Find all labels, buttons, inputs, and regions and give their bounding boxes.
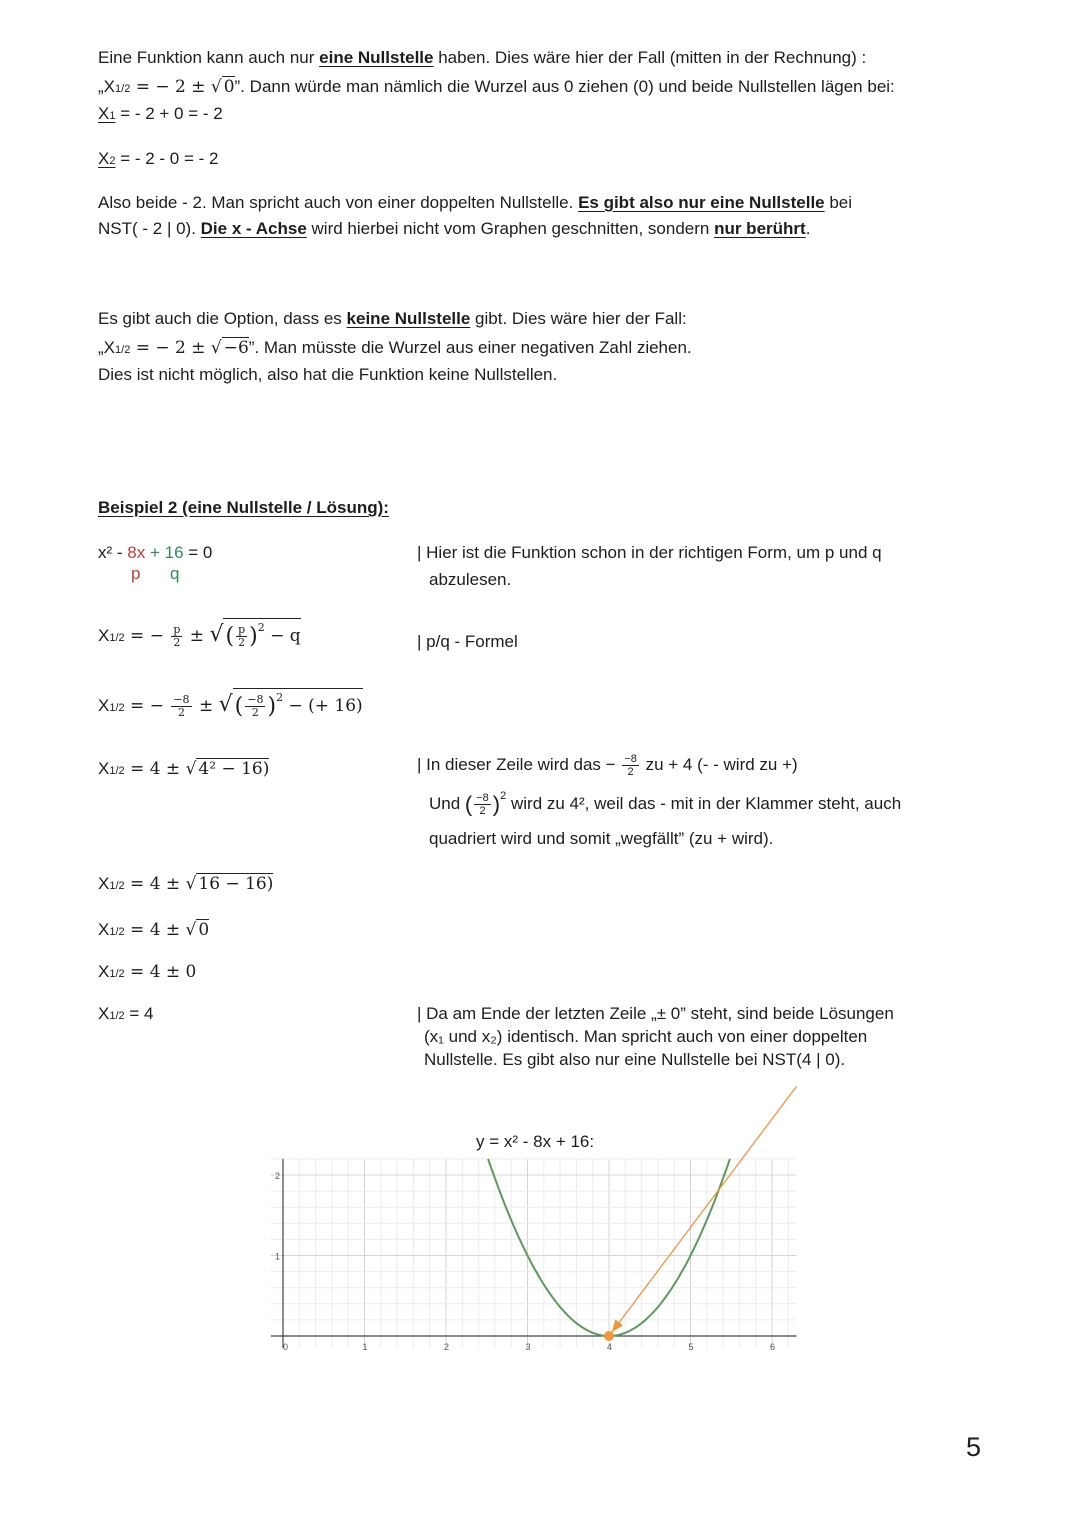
p-label: p [131, 564, 141, 583]
p1-line1-text: Eine Funktion kann auch nur [98, 48, 320, 67]
inner-num: p [238, 623, 246, 636]
radicand: 0 [198, 920, 210, 940]
p2-line3: Dies ist nicht möglich, also hat die Funktion keine Nullstellen. [98, 365, 558, 384]
eq-sign: = − [124, 696, 170, 716]
eq-sign: = 4 ± [124, 874, 186, 894]
x-tick-label: 2 [444, 1342, 450, 1352]
x1-label: X [98, 104, 110, 123]
note3-inner-num: −8 [476, 792, 489, 805]
note1-line2: abzulesen. [429, 570, 512, 589]
p1-line1-tail: haben. Dies wäre hier der Fall (mitten in der Rechnung) : [433, 48, 867, 67]
var-sub: 1/2 [109, 926, 125, 938]
var-sub: 1/2 [109, 702, 125, 714]
x-tick-label: 1 [362, 1342, 368, 1352]
var-sub: 1/2 [109, 1010, 125, 1022]
p1-line6-end: . [805, 219, 811, 238]
annotation-arrow-line [612, 1086, 796, 1332]
quote-open: „ [98, 338, 104, 357]
p1-line6-mid: wird hierbei nicht vom Graphen geschnitten, sondern [306, 219, 715, 238]
p1-line5-emph: Es gibt also nur eine Nullstelle [578, 193, 825, 212]
var-x: X [103, 338, 116, 357]
note3-text: | In dieser Zeile wird das − [417, 754, 621, 774]
row-16-minus-16: X1/2 = 4 ± √ 16 − 16) [98, 874, 274, 894]
note3-exponent: 2 [500, 790, 507, 802]
var-sub: 1/2 [109, 968, 125, 980]
eq-p-term: 8x [127, 543, 146, 562]
quote-open: „ [98, 77, 104, 96]
frac-num: −8 [173, 693, 190, 707]
x2-label: X [98, 149, 110, 168]
eq-sign: = − [124, 626, 170, 646]
p2-line1-text: Es gibt auch die Option, dass es [98, 309, 347, 328]
annotation-arrowhead [612, 1319, 623, 1332]
var-x: X [98, 874, 110, 893]
exponent: 2 [276, 691, 284, 704]
formula-radicand: 0 [223, 77, 235, 97]
eq-value: = 4 [124, 1004, 154, 1023]
p2-line1-emph: keine Nullstelle [346, 309, 471, 328]
var-sub: 1/2 [109, 765, 125, 777]
x2-sub: 2 [109, 155, 116, 167]
var-x: X [98, 962, 110, 981]
note3-tail: zu + 4 (- - wird zu +) [640, 754, 798, 774]
inner-den: 2 [238, 636, 246, 649]
x1-value: = - 2 + 0 = - 2 [115, 104, 223, 123]
eq-sign: = 4 ± √ [124, 920, 197, 940]
var-sub: 1/2 [115, 344, 131, 356]
row-substituted: X1/2 = − $\frac{-8}{2}$ ± √( $\frac{-8}{2}$ )$^2$ − (+ 16) [98, 688, 363, 719]
formula-eq: = − 2 ± √ [130, 77, 222, 97]
chart-title: y = x² - 8x + 16: [476, 1132, 595, 1151]
formula-radicand: −6 [223, 338, 249, 358]
y-tick-label: 2 [275, 1171, 281, 1181]
p1-line1-emph: eine Nullstelle [319, 48, 434, 67]
note3-line2: Und ( $\frac{-8}{2}$ )$^2$ wird zu 4², weil das - mit in der Klammer steht, auch [429, 790, 902, 818]
note4-line2: (x₁ und x₂) identisch. Man spricht auch von einer doppelten [424, 1027, 868, 1046]
x-tick-label: 6 [770, 1342, 776, 1352]
var-x: X [103, 77, 116, 96]
note3-inner-den: 2 [479, 805, 486, 818]
x-tick-label: 0 [283, 1342, 289, 1352]
eq-zero: = 0 [183, 543, 213, 562]
var-sub: 1/2 [109, 632, 125, 644]
var-sub: 1/2 [115, 83, 131, 95]
p1-line5-text: Also beide - 2. Man spricht auch von einer doppelten Nullstelle. [98, 193, 579, 212]
note4-line1: | Da am Ende der letzten Zeile „± 0” steht, sind beide Lösungen [417, 1004, 894, 1023]
p1-line6-emph1: Die x - Achse [200, 219, 307, 238]
note3-frac-num: −8 [624, 753, 637, 765]
eq-q-term: + 16 [145, 543, 184, 562]
var-x: X [98, 759, 110, 778]
var-x: X [98, 920, 110, 939]
inner-den: 2 [251, 706, 259, 719]
note1-line1: | Hier ist die Funktion schon in der richtigen Form, um p und q [417, 543, 882, 562]
eq-sign: = 4 ± [124, 759, 186, 779]
example-heading: Beispiel 2 (eine Nullstelle / Lösung): [98, 498, 389, 517]
x2-value: = - 2 - 0 = - 2 [115, 149, 219, 168]
p2-line2-text: Man müsste die Wurzel aus einer negativen Zahl ziehen. [259, 338, 692, 357]
row-pq-formula: X1/2 = − $\frac{p}{2}$ ± √( $\frac{p}{2}$ )$^2$ − q [98, 618, 301, 649]
x1-sub: 1 [109, 110, 116, 122]
note3-explanation: wird zu 4², weil das - mit in der Klammer steht, auch [506, 794, 902, 813]
note3-und: Und [429, 794, 465, 813]
minus-16: − (+ 16) [283, 696, 363, 716]
note3-line3: quadriert wird und somit „wegfällt” (zu + wird). [429, 829, 774, 848]
q-label: q [170, 564, 180, 583]
radicand: 4² − 16) [198, 759, 270, 779]
p1-line5-tail: bei [824, 193, 853, 212]
var-x: X [98, 626, 110, 645]
note3-frac-den: 2 [627, 766, 634, 778]
frac-den: 2 [177, 706, 185, 720]
note2: | p/q - Formel [417, 632, 518, 651]
y-tick-label: 1 [275, 1251, 281, 1262]
eq-x2: x² - [98, 543, 128, 562]
exponent: 2 [257, 621, 265, 634]
quote-close: ”. [234, 77, 245, 96]
p2-line1-tail: gibt. Dies wäre hier der Fall: [470, 309, 687, 328]
frac-den: 2 [173, 636, 181, 650]
eq-value: = 4 ± 0 [124, 962, 197, 982]
p1-line6-text: NST( - 2 | 0). [98, 219, 201, 238]
plus-minus: ± [193, 696, 219, 716]
x-tick-label: 5 [688, 1342, 694, 1352]
note4-line3: Nullstelle. Es gibt also nur eine Nullstelle bei NST(4 | 0). [424, 1050, 846, 1069]
p1-line6-emph2: nur berührt [714, 219, 806, 238]
p1-line2-text: Dann würde man nämlich die Wurzel aus 0 ziehen (0) und beide Nullstellen lägen bei: [244, 77, 895, 96]
var-x: X [98, 696, 110, 715]
plus-minus: ± [184, 626, 210, 646]
frac-num: p [173, 623, 181, 637]
x-tick-label: 4 [607, 1342, 613, 1352]
row-simplified: X1/2 = 4 ± √ 4² − 16) [98, 759, 270, 779]
quote-close: ”. [248, 338, 260, 357]
page-number: 5 [966, 1432, 982, 1462]
var-x: X [98, 1004, 110, 1023]
minus-q: − q [264, 626, 301, 646]
formula-eq: = − 2 ± √ [130, 338, 222, 358]
root-point [604, 1331, 614, 1341]
inner-num: −8 [247, 693, 264, 706]
x-tick-label: 3 [525, 1342, 531, 1352]
var-sub: 1/2 [109, 880, 125, 892]
radicand: 16 − 16) [198, 874, 274, 894]
